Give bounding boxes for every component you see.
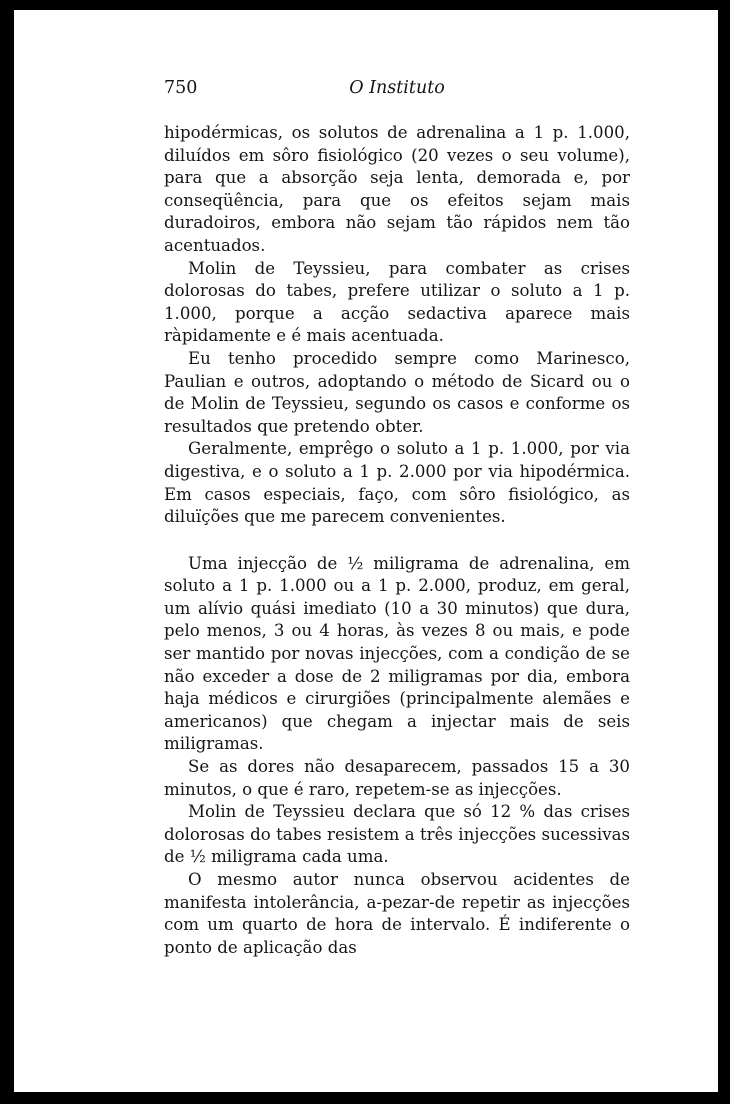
- page-number: 750: [164, 78, 198, 98]
- paragraph: Geralmente, emprêgo o soluto a 1 p. 1.000, por via digestiva, e o soluto a 1 p. 2.000 por via hipodérmica. Em casos especiais, faço, com sôro fisiológico, as diluïções que me parecem convenientes.: [164, 439, 630, 527]
- paragraph: Molin de Teyssieu declara que só 12 % das crises dolorosas do tabes resistem a três injecções sucessivas de ½ miligrama cada uma.: [164, 802, 630, 867]
- body-text: [164, 122, 630, 959]
- running-title: O Instituto: [349, 78, 445, 98]
- paragraph: Uma injecção de ½ miligrama de adrenalina, em soluto a 1 p. 1.000 ou a 1 p. 2.000, produz, em geral, um alívio quási imediato (10 a 30 minutos) que dura, pelo menos, 3 ou 4 horas, às vezes 8 ou mais, e pode ser mantido por novas injecções, com a condição de se não exceder a dose de 2 miligramas por dia, embora haja médicos e cirurgiões (principalmente alemães e americanos) que chegam a injectar mais de seis miligramas.: [164, 553, 630, 754]
- paragraph: Se as dores não desaparecem, passados 15 a 30 minutos, o que é raro, repetem-se as injecções.: [164, 757, 630, 799]
- paragraph-continuation: hipodérmicas, os solutos de adrenalina a 1 p. 1.000, diluídos em sôro fisiológico (20 vezes o seu volume), para que a absorção seja lenta, demorada e, por conseqüência, para que os efeitos sejam mais duradoiros, embora não sejam tão rápidos nem tão acentuados.: [164, 123, 630, 255]
- paragraph: O mesmo autor nunca observou acidentes de manifesta intolerância, a-pezar-de repetir as injecções com um quarto de hora de intervalo. É indiferente o ponto de aplicação das: [164, 870, 630, 957]
- paragraph: Eu tenho procedido sempre como Marinesco, Paulian e outros, adoptando o método de Sicard ou o de Molin de Teyssieu, segundo os casos e conforme os resultados que pretendo obter.: [164, 348, 630, 436]
- running-head: [164, 78, 630, 104]
- book-page: [14, 10, 718, 1092]
- paragraph: Molin de Teyssieu, para combater as crises dolorosas do tabes, prefere utilizar o soluto a 1 p. 1.000, porque a acção sedactiva aparece mais ràpidamente e é mais acentuada.: [164, 258, 630, 346]
